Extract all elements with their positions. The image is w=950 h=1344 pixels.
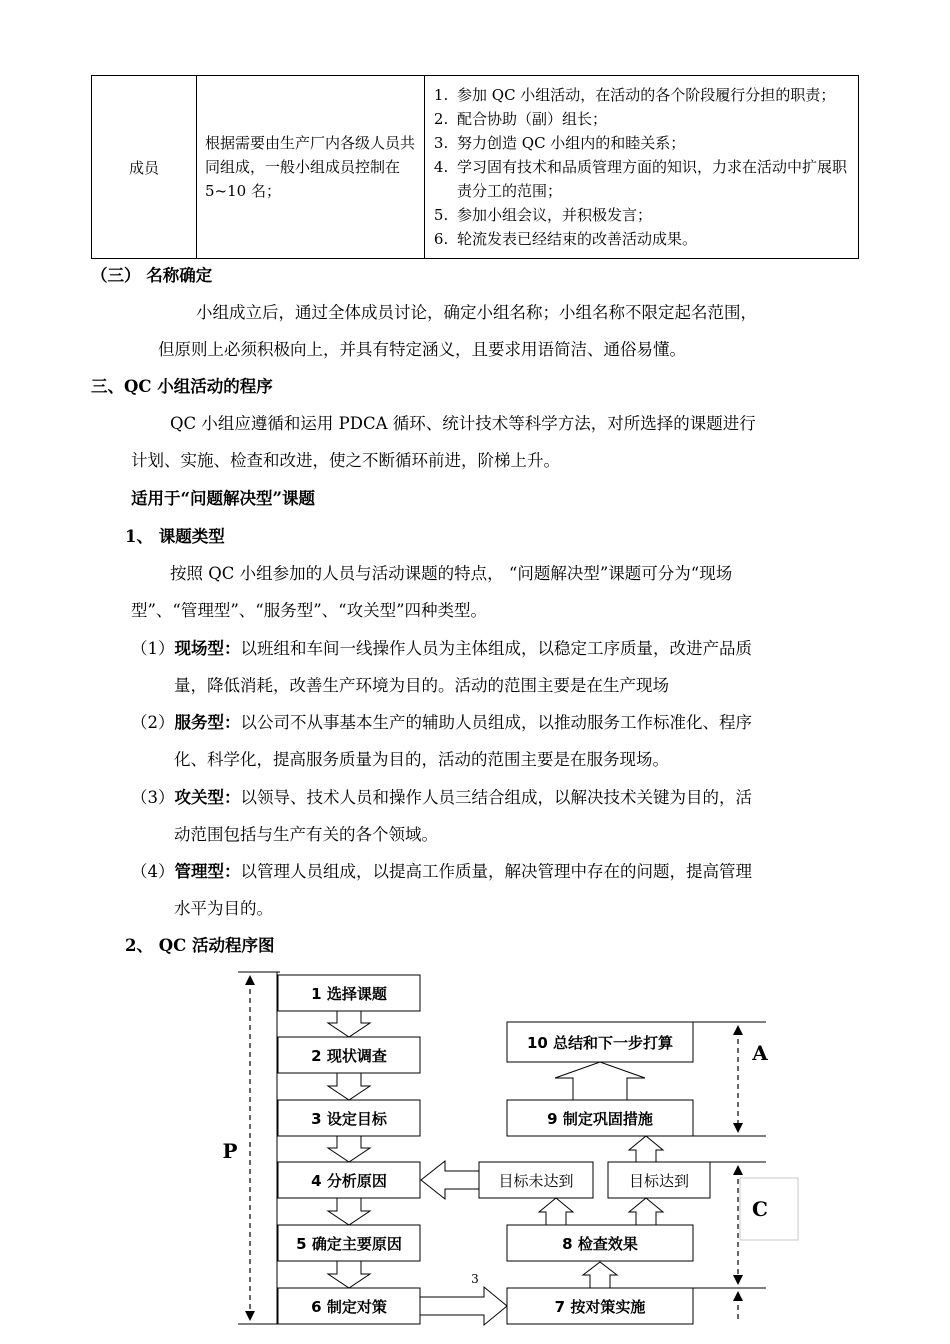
paragraph-line: 水平为目的。 — [174, 899, 273, 918]
goal-met-box — [608, 1162, 710, 1198]
step-box-4 — [278, 1162, 420, 1198]
goal-not-met-box — [479, 1162, 593, 1198]
step-label: 3 设定目标 — [311, 1110, 387, 1128]
down-arrow — [328, 1073, 370, 1100]
down-arrow — [328, 1136, 370, 1162]
item-text: 以班组和车间一线操作人员为主体组成，以稳定工序质量，改进产品质 — [240, 639, 752, 658]
item-term: 服务型： — [174, 713, 241, 732]
goal-met-label: 目标达到 — [628, 1172, 690, 1190]
applies-heading: 适用于“问题解决型”课题 — [131, 489, 315, 508]
list-item: 6. 轮流发表已经结束的改善活动成果。 — [453, 227, 852, 251]
step-label: 6 制定对策 — [311, 1298, 387, 1316]
up-arrow — [629, 1198, 663, 1225]
item-number: （2） — [131, 713, 175, 732]
paragraph-line: 型”、“管理型”、“服务型”、“攻关型”四种类型。 — [131, 601, 488, 620]
up-arrow — [583, 1262, 617, 1288]
step-label: 8 检查效果 — [562, 1235, 638, 1253]
part-heading-procedure: 三、QC 小组活动的程序 — [91, 377, 273, 396]
topic-types-heading: 1、 课题类型 — [125, 527, 225, 546]
step-box-7 — [507, 1288, 693, 1324]
item-number: （4） — [131, 862, 175, 881]
step-label: 1 选择课题 — [311, 985, 387, 1003]
down-arrow — [328, 1261, 370, 1288]
step-label: 5 确定主要原因 — [296, 1235, 402, 1253]
step-box-5 — [278, 1225, 420, 1261]
item-term: 管理型： — [174, 862, 241, 881]
step-box-6 — [278, 1288, 420, 1324]
item-term: 攻关型： — [174, 788, 241, 807]
composition-cell: 根据需要由生产厂内各级人员共同组成，一般小组成员控制在 5~10 名； — [197, 76, 425, 259]
step-box-2 — [278, 1037, 420, 1073]
section-heading-naming: （三） 名称确定 — [91, 266, 213, 285]
paragraph-line: 按照 QC 小组参加的人员与活动课题的特点， “问题解决型”课题可分为“现场 — [170, 564, 733, 583]
step-label: 2 现状调查 — [311, 1047, 387, 1065]
down-arrow — [328, 1198, 370, 1225]
paragraph-line: 量，降低消耗，改善生产环境为目的。活动的范围主要是在生产现场 — [174, 676, 669, 695]
down-arrow — [328, 1011, 370, 1037]
paragraph-line: QC 小组应遵循和运用 PDCA 循环、统计技术等科学方法，对所选择的课题进行 — [170, 414, 756, 433]
goal-not-met-label: 目标未达到 — [498, 1172, 574, 1190]
step-box-10 — [507, 1022, 693, 1062]
list-item: 1. 参加 QC 小组活动，在活动的各个阶段履行分担的职责； — [453, 83, 852, 107]
list-item: 5. 参加小组会议，并积极发言； — [453, 203, 852, 227]
step-label: 7 按对策实施 — [554, 1298, 646, 1316]
step-box-8 — [507, 1225, 693, 1261]
paragraph-line: 化、科学化，提高服务质量为目的，活动的范围主要是在服务现场。 — [174, 750, 669, 769]
list-item: 4. 学习固有技术和品质管理方面的知识，力求在活动中扩展职责分工的范围； — [453, 155, 852, 203]
right-arrow — [420, 1287, 507, 1325]
item-number: （3） — [131, 788, 175, 807]
list-item: 2. 配合协助（副）组长； — [453, 107, 852, 131]
role-cell: 成员 — [92, 76, 197, 259]
item-text: 以领导、技术人员和操作人员三结合组成，以解决技术关键为目的，活 — [240, 788, 752, 807]
paragraph-line: 但原则上必须积极向上，并具有特定涵义，且要求用语简洁、通俗易懂。 — [158, 340, 686, 359]
item-text: 以公司不从事基本生产的辅助人员组成，以推动服务工作标准化、程序 — [240, 713, 752, 732]
step-label: 4 分析原因 — [311, 1172, 387, 1190]
step-box-9 — [507, 1100, 693, 1136]
up-arrow — [539, 1198, 573, 1225]
left-arrow — [421, 1161, 479, 1199]
item-term: 现场型： — [174, 639, 241, 658]
step-box-3 — [278, 1100, 420, 1136]
up-arrow — [629, 1136, 663, 1162]
flowchart-heading: 2、 QC 活动程序图 — [125, 936, 275, 955]
item-number: （1） — [131, 639, 175, 658]
up-arrow — [555, 1062, 645, 1100]
paragraph-line: 动范围包括与生产有关的各个领域。 — [174, 825, 438, 844]
page-number: 3 — [471, 1272, 479, 1286]
paragraph-line: 小组成立后，通过全体成员讨论，确定小组名称；小组名称不限定起名范围， — [196, 303, 757, 322]
phase-a-label: A — [752, 1041, 768, 1065]
phase-p-label: P — [222, 1139, 238, 1163]
paragraph-line: 计划、实施、检查和改进，使之不断循环前进，阶梯上升。 — [131, 451, 560, 470]
step-label: 10 总结和下一步打算 — [526, 1034, 674, 1052]
phase-p-bracket — [238, 972, 280, 1324]
step-label: 9 制定巩固措施 — [547, 1110, 653, 1128]
step-box-1 — [278, 975, 420, 1011]
list-item: 3. 努力创造 QC 小组内的和睦关系； — [453, 131, 852, 155]
phase-c-label: C — [752, 1197, 768, 1221]
item-text: 以管理人员组成，以提高工作质量，解决管理中存在的问题，提高管理 — [240, 862, 752, 881]
